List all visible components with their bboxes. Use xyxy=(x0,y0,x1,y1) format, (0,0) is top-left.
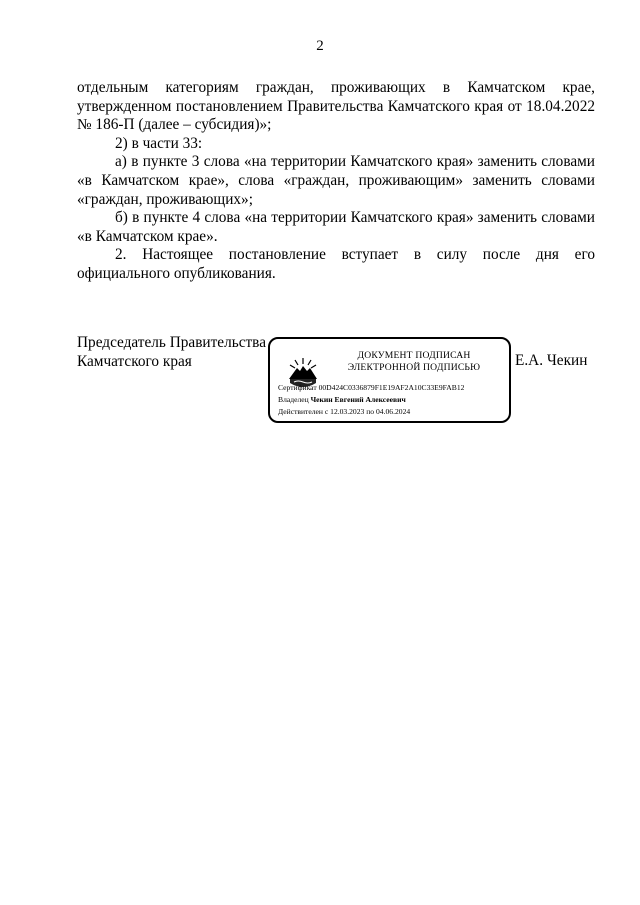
valid-from: 12.03.2023 xyxy=(330,407,365,416)
valid-to: 04.06.2024 xyxy=(376,407,411,416)
signer-position-line2: Камчатского края xyxy=(77,352,192,370)
certificate-value: 00D424C0336879F1E19AF2A10C33E9FAB12 xyxy=(318,383,465,392)
certificate-label: Сертификат xyxy=(278,383,317,392)
stamp-title-line1: ДОКУМЕНТ ПОДПИСАН xyxy=(357,350,471,361)
signer-position-line1: Председатель Правительства xyxy=(77,334,266,351)
signer-position xyxy=(77,334,266,371)
paragraph-effective: 2. Настоящее постановление вступает в силу после дня его официального опубликования. xyxy=(77,246,595,282)
owner-value: Чекин Евгений Алексеевич xyxy=(310,395,406,404)
owner-label: Владелец xyxy=(278,395,309,404)
paragraph-part-33: 2) в части 33: xyxy=(115,134,203,152)
paragraph-continuation: отдельным категориям граждан, проживающих в Камчатском крае, утвержденном постановлением Правительства Камчатского края от 18.04.2022 № 186-П (далее – субсидия)»; xyxy=(77,79,595,134)
valid-label: Действителен с xyxy=(278,407,329,416)
stamp-validity xyxy=(278,407,410,416)
stamp-certificate xyxy=(278,383,464,392)
paragraph-item-a: а) в пункте 3 слова «на территории Камчатского края» заменить словами «в Камчатском крае», слова «граждан, проживающим» заменить словами «граждан, проживающих»; xyxy=(77,153,595,208)
stamp-owner xyxy=(278,395,406,404)
paragraph-item-b: б) в пункте 4 слова «на территории Камчатского края» заменить словами «в Камчатском крае». xyxy=(77,209,595,245)
electronic-signature-stamp xyxy=(268,337,511,423)
document-body xyxy=(77,79,595,284)
valid-to-label: по xyxy=(366,407,375,416)
stamp-title xyxy=(326,350,502,373)
stamp-title-line2: ЭЛЕКТРОННОЙ ПОДПИСЬЮ xyxy=(347,361,481,373)
page-number: 2 xyxy=(316,38,324,54)
signer-name: Е.А. Чекин xyxy=(515,352,588,369)
